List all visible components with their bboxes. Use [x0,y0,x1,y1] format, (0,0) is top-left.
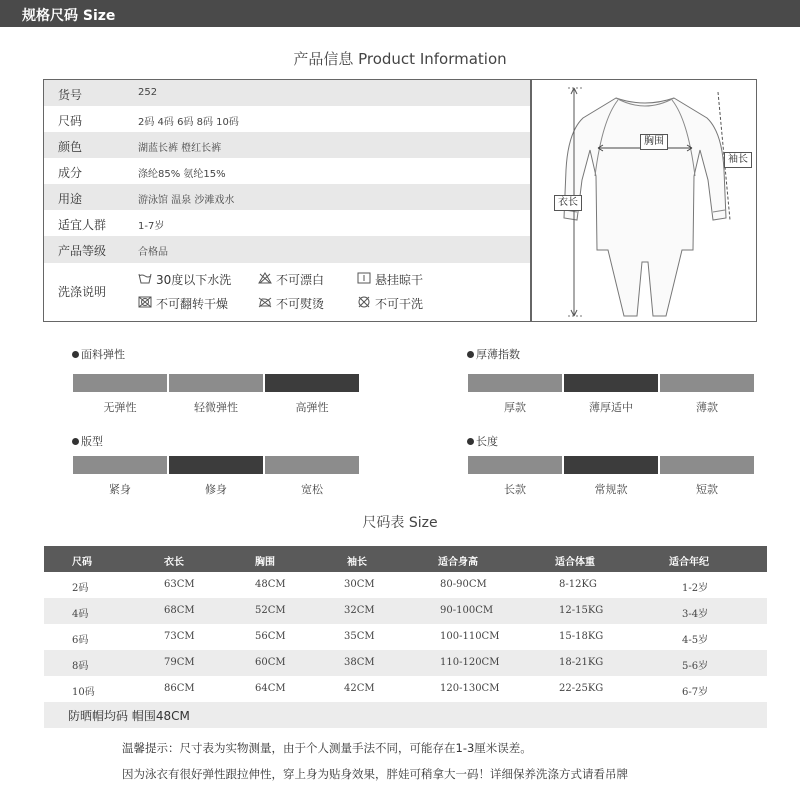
care-text: 30度以下水洗 [156,273,232,287]
care-text: 悬挂晾干 [375,273,424,287]
info-label: 尺码 [58,114,83,128]
bullet-icon [467,438,474,445]
table-cell: 2码 [72,583,89,594]
table-cell: 100-110CM [440,631,500,642]
table-cell: 52CM [255,605,286,616]
length-title: 长度 [476,435,498,448]
info-row [44,184,530,210]
elasticity-title: 面料弹性 [81,348,125,361]
table-cell: 63CM [164,579,195,590]
length-option-2: 短款 [696,483,718,496]
size-table-header [44,546,767,572]
table-cell: 32CM [344,605,375,616]
column-header: 袖长 [347,557,367,568]
length-heading [467,433,498,449]
table-cell: 42CM [344,683,375,694]
table-cell: 3-4岁 [682,609,709,620]
thickness-segment-0 [468,374,562,392]
no-dry-clean-icon [357,296,371,308]
fit-segment-2 [265,456,359,474]
table-row [44,650,767,676]
table-cell: 64CM [255,683,286,694]
table-row [44,624,767,650]
column-header: 适合年纪 [669,557,709,568]
info-label: 颜色 [58,140,83,154]
table-cell: 90-100CM [440,605,494,616]
table-cell: 6码 [72,635,89,646]
info-row [44,236,530,263]
info-row [44,158,530,184]
chest-tag: 胸围 [640,134,668,150]
hat-note: 防晒帽均码 帽围48CM [68,709,190,723]
elasticity-segment-2 [265,374,359,392]
table-cell: 68CM [164,605,195,616]
elasticity-option-0: 无弹性 [103,401,137,414]
care-text: 不可干洗 [375,297,424,311]
bullet-icon [72,351,79,358]
care-row [44,263,530,321]
fit-segment-1 [169,456,263,474]
length-option-0: 长款 [504,483,526,496]
length-segment-1 [564,456,658,474]
table-row [44,676,767,702]
table-cell: 60CM [255,657,286,668]
table-cell: 18-21KG [559,657,604,668]
fit-option-1: 修身 [205,483,227,496]
info-value: 252 [138,87,158,98]
elasticity-segment-1 [169,374,263,392]
table-cell: 80-90CM [440,579,487,590]
wash-30-icon [138,272,152,284]
info-value: 涤纶85% 氨纶15% [138,169,226,180]
elasticity-segment-0 [73,374,167,392]
size-table-title: 尺码表 Size [362,515,438,531]
table-cell: 120-130CM [440,683,500,694]
no-tumble-dry-icon [138,296,152,308]
thickness-option-2: 薄款 [696,401,718,414]
elasticity-heading [72,346,125,362]
table-cell: 38CM [344,657,375,668]
table-cell: 5-6岁 [682,661,709,672]
info-value: 2码 4码 6码 8码 10码 [138,117,239,128]
garment-diagram [531,79,757,322]
hat-note-row [44,702,767,728]
table-cell: 48CM [255,579,286,590]
info-value: 合格品 [138,247,168,258]
info-row [44,132,530,158]
elasticity-option-2: 高弹性 [295,401,329,414]
care-label: 洗涤说明 [58,285,107,299]
table-cell: 1-2岁 [682,583,709,594]
column-header: 衣长 [164,557,184,568]
table-cell: 6-7岁 [682,687,709,698]
info-value: 游泳馆 温泉 沙滩戏水 [138,195,235,206]
fit-title: 版型 [81,435,103,448]
thickness-segment-2 [660,374,754,392]
table-cell: 86CM [164,683,195,694]
table-cell: 56CM [255,631,286,642]
thickness-title: 厚薄指数 [476,348,520,361]
info-row [44,210,530,236]
column-header: 胸围 [255,557,275,568]
fit-option-0: 紧身 [109,483,131,496]
table-cell: 15-18KG [559,631,604,642]
fit-option-2: 宽松 [301,483,323,496]
info-row [44,106,530,132]
note-measurement: 温馨提示：尺寸表为实物测量，由于个人测量手法不同，可能存在1-3厘米误差。 [122,741,532,755]
table-cell: 22-25KG [559,683,604,694]
no-bleach-icon [258,272,272,284]
note-sizing: 因为泳衣有很好弹性跟拉伸性，穿上身为贴身效果，胖娃可稍拿大一码！详细保养洗涤方式请看吊牌 [122,767,628,781]
care-text: 不可翻转干燥 [156,297,229,311]
info-label: 产品等级 [58,244,107,258]
thickness-option-1: 薄厚适中 [589,401,633,414]
bullet-icon [72,438,79,445]
elasticity-option-1: 轻微弹性 [194,401,238,414]
info-label: 适宜人群 [58,218,107,232]
product-info-title: 产品信息 Product Information [293,50,507,68]
table-cell: 79CM [164,657,195,668]
product-info-table [43,79,531,322]
table-cell: 73CM [164,631,195,642]
column-header: 适合身高 [438,557,478,568]
table-cell: 110-120CM [440,657,500,668]
thickness-heading [467,346,520,362]
thickness-segment-1 [564,374,658,392]
length-segment-0 [468,456,562,474]
table-cell: 12-15KG [559,605,604,616]
column-header: 尺码 [72,557,92,568]
thickness-option-0: 厚款 [504,401,526,414]
info-row [44,80,530,106]
no-iron-icon [258,296,272,308]
care-text: 不可熨烫 [276,297,325,311]
table-cell: 30CM [344,579,375,590]
length-segment-2 [660,456,754,474]
header-title: 规格尺码 Size [22,8,116,24]
length-tag: 衣长 [554,195,582,211]
table-cell: 8-12KG [559,579,597,590]
table-cell: 4-5岁 [682,635,709,646]
column-header: 适合体重 [555,557,595,568]
table-row [44,572,767,598]
table-cell: 8码 [72,661,89,672]
info-value: 湖蓝长裤 橙红长裤 [138,143,222,154]
sleeve-tag: 袖长 [724,152,752,168]
table-cell: 4码 [72,609,89,620]
table-row [44,598,767,624]
info-label: 成分 [58,166,83,180]
bullet-icon [467,351,474,358]
info-value: 1-7岁 [138,221,165,232]
fit-heading [72,433,103,449]
info-label: 用途 [58,192,83,206]
info-label: 货号 [58,88,83,102]
length-option-1: 常规款 [594,483,628,496]
fit-segment-0 [73,456,167,474]
hang-dry-icon [357,272,371,284]
header-bar [0,0,800,27]
care-text: 不可漂白 [276,273,325,287]
table-cell: 10码 [72,687,95,698]
table-cell: 35CM [344,631,375,642]
